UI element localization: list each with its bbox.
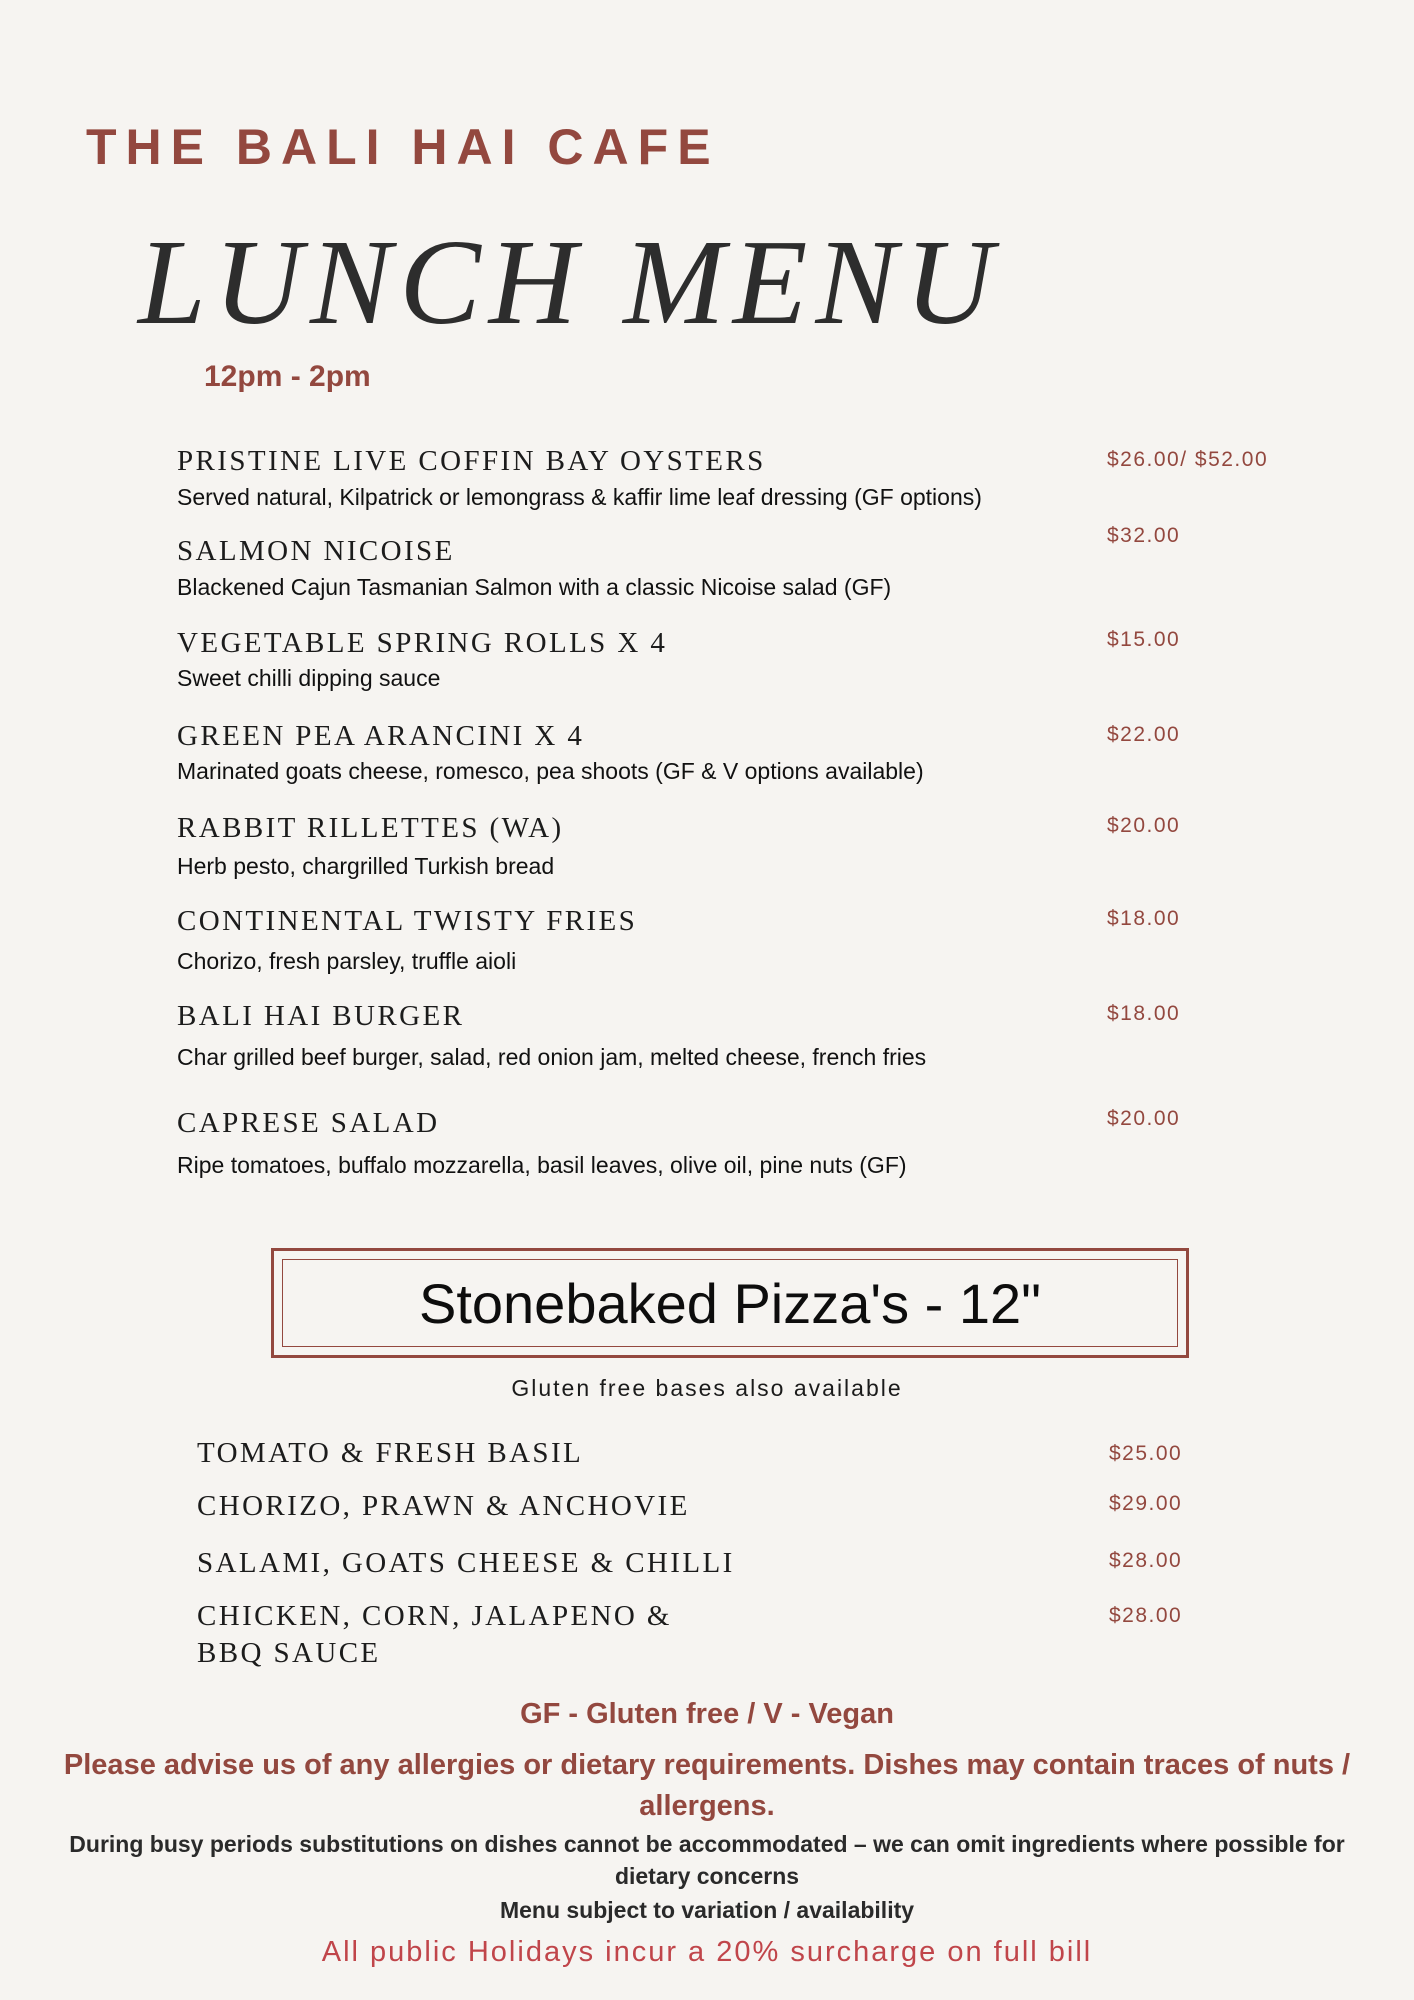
pizza-item-price: $25.00 [1109, 1442, 1183, 1465]
pizza-item-name-line1: CHICKEN, CORN, JALAPENO & [197, 1600, 672, 1632]
pizza-item-name-line2: BBQ SAUCE [197, 1637, 381, 1669]
pizza-heading-frame [271, 1248, 1189, 1358]
menu-item-price: $15.00 [1107, 628, 1181, 651]
menu-item-description: Marinated goats cheese, romesco, pea shoots (GF & V options available) [177, 758, 924, 784]
pizza-item-price: $29.00 [1109, 1492, 1183, 1515]
surcharge-notice: All public Holidays incur a 20% surcharge on full bill [321, 1936, 1093, 1968]
menu-item-name: GREEN PEA ARANCINI X 4 [177, 720, 585, 752]
cafe-name: THE BALI HAI CAFE [86, 119, 720, 175]
menu-item-description: Ripe tomatoes, buffalo mozzarella, basil leaves, olive oil, pine nuts (GF) [177, 1152, 907, 1178]
pizza-section-heading: Stonebaked Pizza's - 12" [418, 1271, 1042, 1335]
menu-item-name: RABBIT RILLETTES (WA) [177, 812, 564, 844]
pizza-heading-inner-frame [282, 1259, 1178, 1347]
menu-item-description: Blackened Cajun Tasmanian Salmon with a classic Nicoise salad (GF) [177, 574, 892, 600]
service-hours: 12pm - 2pm [204, 360, 371, 393]
pizza-section-subheading: Gluten free bases also available [511, 1375, 903, 1401]
menu-item-description: Herb pesto, chargrilled Turkish bread [177, 853, 555, 879]
pizza-item-price: $28.00 [1109, 1549, 1183, 1572]
menu-item-name: SALMON NICOISE [177, 535, 455, 567]
menu-item-price: $18.00 [1107, 907, 1181, 930]
menu-item-description: Sweet chilli dipping sauce [177, 665, 441, 691]
variation-notice: Menu subject to variation / availability [499, 1897, 915, 1923]
menu-item-name: PRISTINE LIVE COFFIN BAY OYSTERS [177, 445, 766, 477]
menu-title: LUNCH MENU [138, 215, 1001, 350]
menu-item-description: Served natural, Kilpatrick or lemongrass & kaffir lime leaf dressing (GF options) [177, 484, 982, 510]
menu-item-description: Char grilled beef burger, salad, red onion jam, melted cheese, french fries [177, 1044, 927, 1070]
pizza-item-name: CHORIZO, PRAWN & ANCHOVIE [197, 1490, 690, 1522]
menu-item-price: $26.00/ $52.00 [1107, 448, 1269, 471]
dietary-legend: GF - Gluten free / V - Vegan [520, 1698, 894, 1730]
pizza-item-name: TOMATO & FRESH BASIL [197, 1437, 584, 1469]
menu-item-name: CONTINENTAL TWISTY FRIES [177, 905, 638, 937]
menu-item-price: $18.00 [1107, 1002, 1181, 1025]
menu-item-price: $20.00 [1107, 1107, 1181, 1130]
pizza-item-name: SALAMI, GOATS CHEESE & CHILLI [197, 1547, 735, 1579]
menu-item-price: $22.00 [1107, 723, 1181, 746]
menu-item-price: $20.00 [1107, 814, 1181, 837]
menu-item-price: $32.00 [1107, 524, 1181, 547]
menu-item-name: CAPRESE SALAD [177, 1107, 440, 1139]
menu-item-description: Chorizo, fresh parsley, truffle aioli [177, 948, 517, 974]
substitution-notice: During busy periods substitutions on dishes cannot be accommodated – we can omit ingredients where possible for dietary concerns [69, 1831, 1345, 1889]
menu-item-name: VEGETABLE SPRING ROLLS X 4 [177, 627, 668, 659]
allergy-notice: Please advise us of any allergies or dietary requirements. Dishes may contain traces of nuts / allergens. [63, 1749, 1351, 1822]
pizza-item-price: $28.00 [1109, 1604, 1183, 1627]
menu-item-name: BALI HAI BURGER [177, 1000, 465, 1032]
